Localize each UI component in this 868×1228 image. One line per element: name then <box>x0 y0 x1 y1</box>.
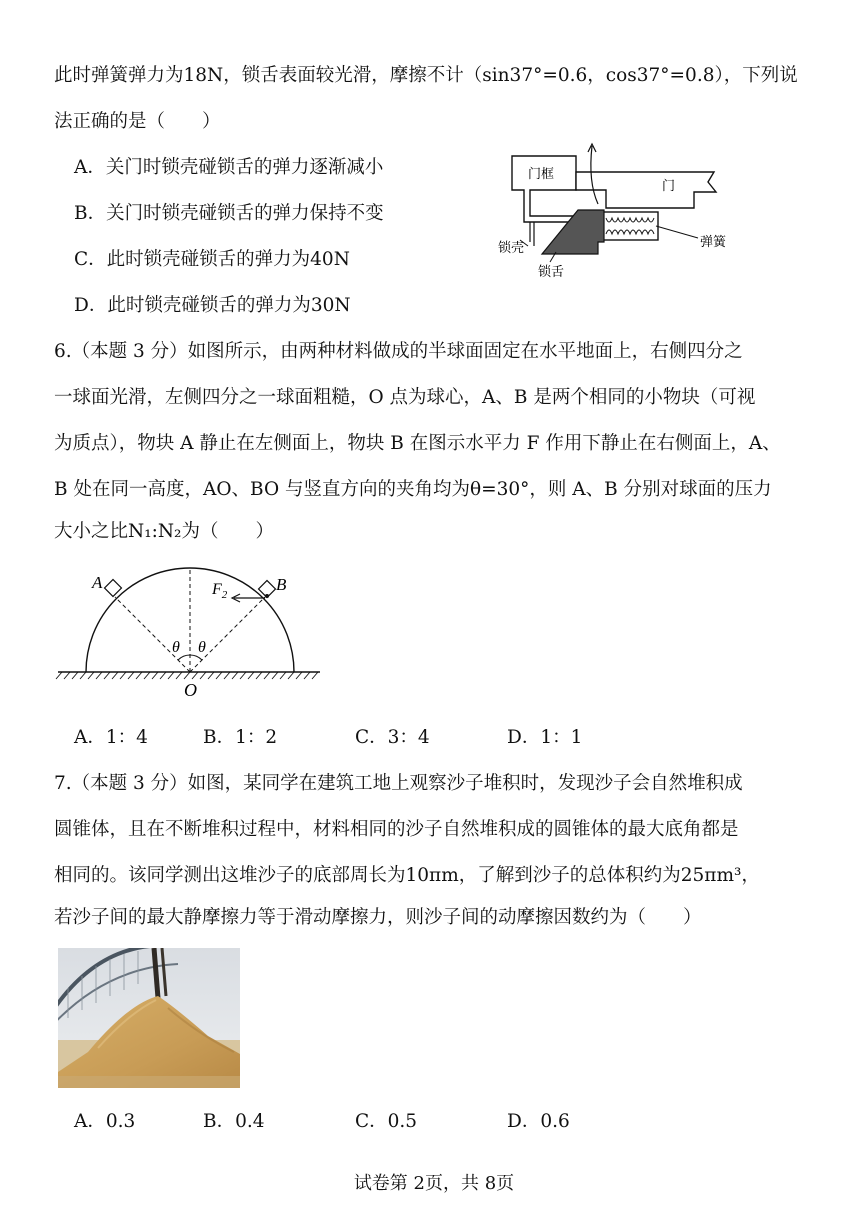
label-A: A <box>92 573 103 592</box>
q6-line-2: 一球面光滑，左侧四分之一球面粗糙，O 点为球心，A、B 是两个相同的小物块（可视 <box>54 387 756 408</box>
option-letter: C． <box>355 727 388 748</box>
page-footer: 试卷第 2页，共 8页 <box>353 1173 515 1194</box>
option-text: 0.3 <box>105 1111 136 1132</box>
q6-line-4: B 处在同一高度，AO、BO 与竖直方向的夹角均为θ=30°，则 A、B 分别对球面的压力 <box>54 479 772 500</box>
option-text: 1：4 <box>105 727 148 748</box>
q7-option-c[interactable] <box>355 1109 417 1135</box>
option-letter: A． <box>74 727 106 748</box>
q6-option-b[interactable] <box>203 725 277 751</box>
option-text: 0.6 <box>540 1111 570 1132</box>
q6-option-c[interactable] <box>355 725 430 751</box>
option-letter: A． <box>74 1111 106 1132</box>
option-text: 1：1 <box>540 727 583 748</box>
option-letter: A． <box>74 157 106 178</box>
q5-stem-line-2: 法正确的是（ ） <box>54 111 221 132</box>
option-letter: B． <box>203 727 236 748</box>
lock-tongue-label: 锁舌 <box>538 265 565 280</box>
option-text: 关门时锁壳碰锁舌的弹力保持不变 <box>106 203 384 224</box>
spring-label: 弹簧 <box>700 235 727 250</box>
q5-option-c[interactable] <box>74 247 350 273</box>
q5-stem-line-1: 此时弹簧弹力为18N，锁舌表面较光滑，摩擦不计（sin37°=0.6，cos37°=0.8），下列说 <box>54 65 798 86</box>
option-letter: B． <box>203 1111 236 1132</box>
ground-hatch <box>56 672 318 679</box>
hemisphere-diagram <box>54 562 334 704</box>
block-A <box>105 580 122 597</box>
option-letter: C． <box>355 1111 388 1132</box>
door-frame-shape <box>512 156 580 222</box>
spring-housing <box>600 212 658 240</box>
option-text: 此时锁壳碰锁舌的弹力为40N <box>106 249 350 270</box>
door-frame-label: 门框 <box>528 167 555 182</box>
q6-line-3: 为质点），物块 A 静止在左侧面上，物块 B 在图示水平力 F 作用下静止在右侧面上，A、 <box>54 433 781 454</box>
option-letter: B． <box>74 203 107 224</box>
q7-option-a[interactable] <box>74 1109 135 1135</box>
q7-line-3: 相同的。该同学测出这堆沙子的底部周长为10πm，了解到沙子的总体积约为25πm³， <box>54 865 760 886</box>
option-text: 1：2 <box>235 727 278 748</box>
q5-option-a[interactable] <box>74 155 383 181</box>
q7-option-b[interactable] <box>203 1109 265 1135</box>
option-letter: D． <box>507 1111 541 1132</box>
option-letter: D． <box>74 295 108 316</box>
q7-line-4: 若沙子间的最大静摩擦力等于滑动摩擦力，则沙子间的动摩擦因数约为（ ） <box>54 907 702 928</box>
option-text: 关门时锁壳碰锁舌的弹力逐渐减小 <box>105 157 384 178</box>
lock-shell-label: 锁壳 <box>498 241 525 256</box>
force-label: $F_2$ <box>212 581 228 601</box>
q6-line-5: 大小之比N₁:N₂为（ ） <box>54 521 274 542</box>
option-text: 0.4 <box>235 1111 265 1132</box>
lock-shell-shape <box>530 222 534 246</box>
q6-option-a[interactable] <box>74 725 148 751</box>
q7-line-1: 7.（本题 3 分）如图，某同学在建筑工地上观察沙子堆积时，发现沙子会自然堆积成 <box>54 773 743 794</box>
option-text: 此时锁壳碰锁舌的弹力为30N <box>107 295 351 316</box>
label-O: O <box>184 680 197 700</box>
line-BO <box>190 597 265 672</box>
line-AO <box>115 597 190 672</box>
option-letter: C． <box>74 249 107 270</box>
sand-pile-photo <box>58 948 240 1088</box>
door-lock-diagram <box>494 142 744 280</box>
q7-option-d[interactable] <box>507 1109 570 1135</box>
theta-right: θ <box>198 639 206 656</box>
q6-option-d[interactable] <box>507 725 582 751</box>
door-label: 门 <box>662 179 676 194</box>
option-text: 0.5 <box>387 1111 418 1132</box>
option-letter: D． <box>507 727 541 748</box>
theta-left: θ <box>172 639 180 656</box>
q7-line-2: 圆锥体，且在不断堆积过程中，材料相同的沙子自然堆积成的圆锥体的最大底角都是 <box>54 819 739 840</box>
option-text: 3：4 <box>387 727 430 748</box>
q5-option-d[interactable] <box>74 293 351 319</box>
q6-line-1: 6.（本题 3 分）如图所示，由两种材料做成的半球面固定在水平地面上，右侧四分之 <box>54 341 743 362</box>
label-B: B <box>276 575 287 594</box>
q5-option-b[interactable] <box>74 201 384 227</box>
